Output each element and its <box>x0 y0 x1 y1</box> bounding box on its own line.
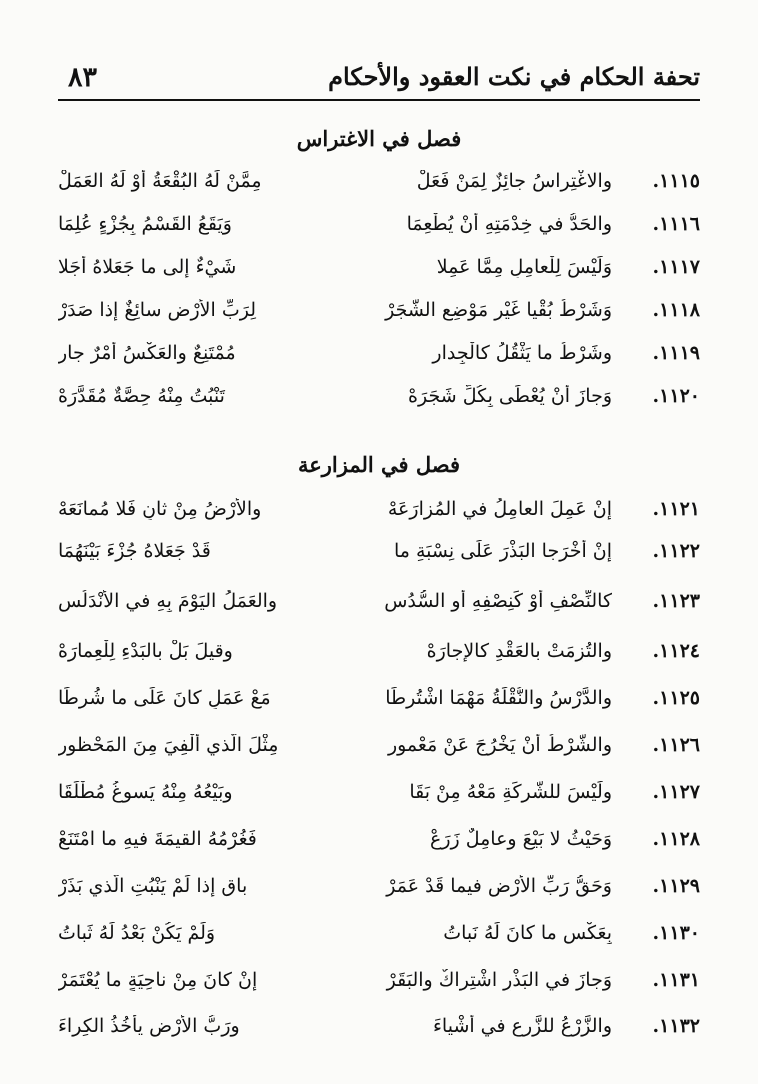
verse-line <box>58 342 700 376</box>
verse-number: ١١٢٣. <box>652 590 700 612</box>
verse-line <box>58 969 700 1003</box>
verse-first-hemistich: والشَّرْطُ أنْ يَخْرُجَ عَنْ مَعْمورِ <box>387 734 612 756</box>
verse-line <box>58 170 700 204</box>
verse-number: ١١٢٩. <box>652 875 700 897</box>
verse-first-hemistich: وَحَقُّ رَبِّ الأرْضِ فيما قَدْ عَمَرْ <box>386 875 612 897</box>
verse-first-hemistich: كالنِّصْفِ أوْ كَنِصْفِهِ أوِ السُّدُسِ <box>384 590 612 612</box>
verse-line <box>58 256 700 290</box>
verse-line <box>58 687 700 721</box>
verse-number: ١١١٨. <box>652 299 700 321</box>
verse-first-hemistich: وَجازَ أنْ يُعْطَى بِكُلِّ شَجَرَهْ <box>408 385 612 407</box>
verse-second-hemistich: إنْ كانَ مِنْ ناحِيَةٍ ما يُعْتَمَرْ <box>58 969 258 991</box>
verse-number: ١١٣٢. <box>652 1015 700 1037</box>
verse-line <box>58 734 700 768</box>
verse-line <box>58 828 700 862</box>
verse-number: ١١٢٥. <box>652 687 700 709</box>
verse-line <box>58 385 700 419</box>
verse-first-hemistich: وشَرْطُ ما يَثْقُلُ كالْجِدارِ <box>432 342 612 364</box>
verse-second-hemistich: تَنْبُتُ مِنْهُ حِصَّةٌ مُقَدَّرَهْ <box>58 385 225 407</box>
verse-line <box>58 1015 700 1049</box>
verse-first-hemistich: إنْ أخْرَجا البَذْرَ عَلَى نِسْبَةِ ما <box>393 540 612 562</box>
verse-line <box>58 875 700 909</box>
verse-first-hemistich: والدَّرْسُ والنُّقْلَةُ مَهْمَا اشْتُرِطَا <box>385 687 612 709</box>
verse-first-hemistich: إنْ عَمِلَ العامِلُ في المُزارَعَهْ <box>387 498 612 520</box>
page-number: ٨٣ <box>68 62 98 93</box>
verse-number: ١١٢٨. <box>652 828 700 850</box>
verse-number: ١١٢٦. <box>652 734 700 756</box>
verse-number: ١١٣٠. <box>652 922 700 944</box>
verse-line <box>58 213 700 247</box>
verse-second-hemistich: مِمَّنْ لَهُ البُقْعَةُ أوْ لَهُ العَمَلْ <box>58 170 262 192</box>
verse-second-hemistich: لِرَبِّ الأَرْضِ سائِغٌ إذا صَدَرْ <box>58 299 256 321</box>
verse-number: ١١٢٤. <box>652 640 700 662</box>
verse-line <box>58 299 700 333</box>
verse-first-hemistich: بِعَكْسِ ما كانَ لَهُ نَباتُ <box>443 922 612 944</box>
section-title: فصل في المزارعة <box>297 452 461 477</box>
verse-second-hemistich: والعَمَلُ اليَوْمَ بِهِ في الأنْدَلُسِ <box>58 590 278 612</box>
verse-second-hemistich: وقيلَ بَلْ بالبَدْءِ لِلْعِمارَهْ <box>58 640 233 662</box>
verse-number: ١١١٧. <box>652 256 700 278</box>
verse-number: ١١٢١. <box>652 498 700 520</box>
verse-first-hemistich: وَشَرْطُ بُقْيا غَيْرِ مَوْضِعِ الشَّجَرْ <box>385 299 612 321</box>
verse-second-hemistich: وَيَقَعُ القَسْمُ بِجُزْءٍ عُلِمَا <box>58 213 232 235</box>
verse-second-hemistich: شَيْءٌ إلى ما جَعَلاهُ أجَلا <box>58 256 237 278</box>
verse-first-hemistich: ولَيْسَ للشَّرِكَةِ مَعْهُ مِنْ بَقَا <box>409 781 612 803</box>
verse-second-hemistich: باقٍ إذا لَمْ يَنْبُتِ الَّذي بَذَرْ <box>58 875 248 897</box>
header-rule <box>58 99 700 101</box>
verse-number: ١١٣١. <box>652 969 700 991</box>
verse-second-hemistich: قَدْ جَعَلاهُ جُزْءَ بَيْنَهُمَا <box>58 540 211 562</box>
verse-line <box>58 540 700 574</box>
verse-number: ١١١٩. <box>652 342 700 364</box>
page-header <box>58 58 700 98</box>
verse-second-hemistich: مِثْلَ الَّذي أُلْفِيَ مِنَ المَحْظورِ <box>58 734 279 756</box>
verse-second-hemistich: وَلَمْ يَكُنْ بَعْدُ لَهُ ثَباتُ <box>58 922 216 944</box>
verse-number: ١١٢٧. <box>652 781 700 803</box>
verse-number: ١١١٥. <box>652 170 700 192</box>
verse-first-hemistich: والاغْتِراسُ جائِزٌ لِمَنْ فَعَلْ <box>416 170 612 192</box>
verse-second-hemistich: وبَيْعُهُ مِنْهُ يَسوغُ مُطْلَقَا <box>58 781 233 803</box>
verse-line <box>58 640 700 674</box>
verse-first-hemistich: وَجازَ في البَذْرِ اشْتِراكٌ والبَقَرْ <box>386 969 612 991</box>
verse-first-hemistich: والحَدُّ في خِدْمَتِهِ أنْ يُطْعِمَا <box>406 213 612 235</box>
section-title: فصل في الاغتراس <box>296 126 462 151</box>
verse-number: ١١١٦. <box>652 213 700 235</box>
verse-second-hemistich: مُمْتَنِعٌ والعَكْسُ أمْرٌ جارِ <box>58 342 236 364</box>
verse-first-hemistich: وَلَيْسَ لِلْعامِلِ مِمَّا عَمِلا <box>436 256 612 278</box>
verse-number: ١١٢٢. <box>652 540 700 562</box>
verse-line <box>58 781 700 815</box>
verse-line <box>58 590 700 624</box>
verse-second-hemistich: مَعْ عَمَلٍ كانَ عَلَى ما شُرِطَا <box>58 687 271 709</box>
verse-first-hemistich: والزَّرْعُ للزَّرعِ في أشْياءَ <box>432 1015 612 1037</box>
verse-number: ١١٢٠. <box>652 385 700 407</box>
verse-second-hemistich: والأرْضُ مِنْ ثانٍ فَلا مُمانَعَهْ <box>58 498 262 520</box>
verse-first-hemistich: والتُزِمَتْ بالعَقْدِ كالإجارَهْ <box>426 640 612 662</box>
verse-second-hemistich: فَغُرْمُهُ القيمَةَ فيهِ ما امْتَنَعْ <box>58 828 257 850</box>
running-title: تحفة الحكام في نكت العقود والأحكام <box>328 62 700 91</box>
verse-first-hemistich: وَحَيْثُ لا بَيْعَ وعامِلٌ زَرَعْ <box>430 828 612 850</box>
verse-line <box>58 498 700 532</box>
verse-second-hemistich: ورَبُّ الأرْضِ يأخُذُ الكِراءَ <box>58 1015 240 1037</box>
verse-line <box>58 922 700 956</box>
